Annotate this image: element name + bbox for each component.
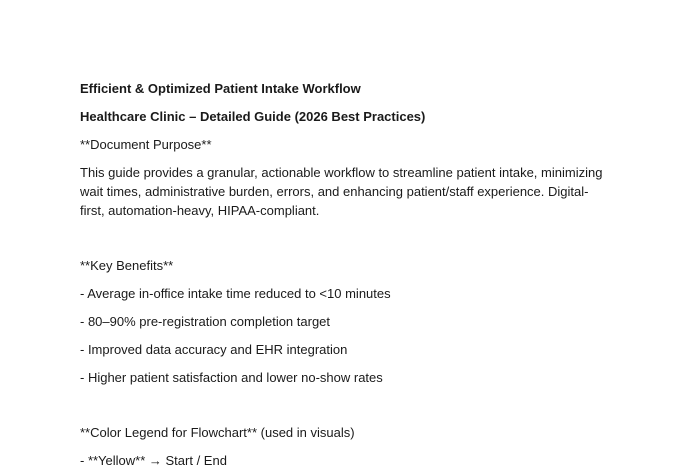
benefit-item: - Improved data accuracy and EHR integration [80, 342, 348, 357]
purpose-text-line-1: This guide provides a granular, actionable workflow to streamline patient intake, minimizing [80, 165, 603, 180]
document-title: Efficient & Optimized Patient Intake Workflow [80, 81, 361, 96]
benefit-item: - 80–90% pre-registration completion target [80, 314, 331, 329]
purpose-text-line-2: wait times, administrative burden, errors, and enhancing patient/staff experience. Digital- [80, 184, 589, 199]
legend-heading: **Color Legend for Flowchart** (used in visuals) [80, 425, 355, 440]
purpose-heading: **Document Purpose** [80, 137, 212, 152]
benefit-item: - Higher patient satisfaction and lower no-show rates [80, 370, 383, 385]
document-subtitle: Healthcare Clinic – Detailed Guide (2026 Best Practices) [80, 109, 426, 124]
legend-item-yellow: - **Yellow** → Start / End [80, 453, 227, 468]
benefits-heading: **Key Benefits** [80, 258, 174, 273]
purpose-text-line-3: first, automation-heavy, HIPAA-compliant. [80, 203, 320, 218]
benefit-item: - Average in-office intake time reduced to <10 minutes [80, 286, 391, 301]
